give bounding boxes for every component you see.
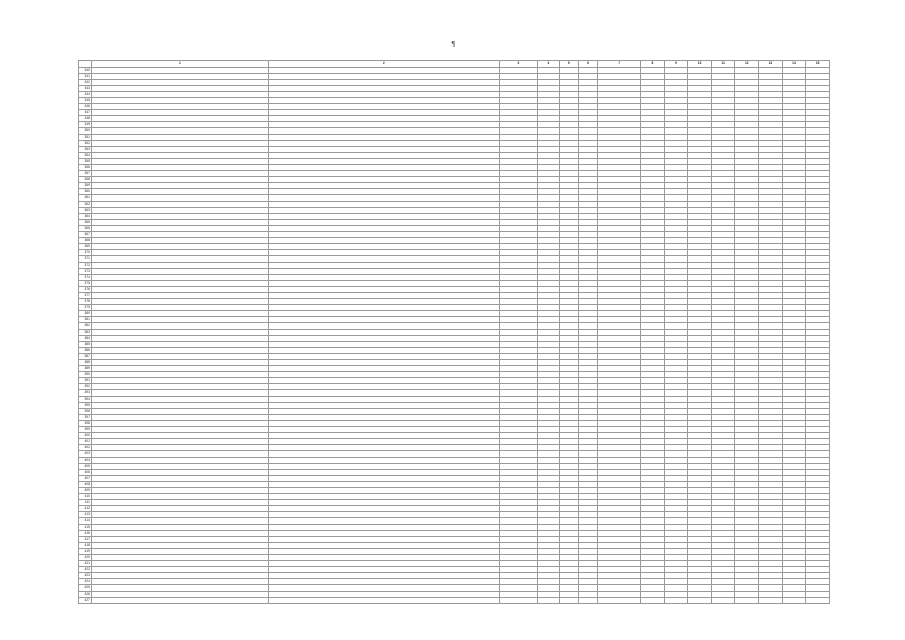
- value-cell: [499, 597, 538, 603]
- row-number: 350: [79, 128, 92, 134]
- row-number: 396: [79, 408, 92, 414]
- row-number: 360: [79, 189, 92, 195]
- row-number: 357: [79, 171, 92, 177]
- row-number: 391: [79, 378, 92, 384]
- row-number: 375: [79, 280, 92, 286]
- row-number: 381: [79, 317, 92, 323]
- row-number: 361: [79, 195, 92, 201]
- header-cell: 12: [735, 61, 759, 68]
- row-number: 348: [79, 116, 92, 122]
- row-number: 414: [79, 518, 92, 524]
- row-number: 390: [79, 372, 92, 378]
- row-number: 369: [79, 244, 92, 250]
- row-number: 408: [79, 481, 92, 487]
- row-number: 384: [79, 335, 92, 341]
- row-number: 349: [79, 122, 92, 128]
- value-cell: [759, 597, 783, 603]
- row-number: 387: [79, 353, 92, 359]
- row-number: 410: [79, 494, 92, 500]
- value-cell: [559, 597, 578, 603]
- value-cell: [538, 597, 559, 603]
- header-cell: 14: [782, 61, 806, 68]
- value-cell: [664, 597, 688, 603]
- row-number: 373: [79, 268, 92, 274]
- row-number: 394: [79, 396, 92, 402]
- value-cell: [641, 597, 665, 603]
- row-number: 397: [79, 414, 92, 420]
- header-cell: 7: [598, 61, 641, 68]
- table-body: [79, 67, 830, 603]
- row-number: 395: [79, 402, 92, 408]
- row-number: 419: [79, 548, 92, 554]
- row-number: 404: [79, 457, 92, 463]
- row-number: 344: [79, 91, 92, 97]
- row-number: 426: [79, 591, 92, 597]
- row-number: 358: [79, 177, 92, 183]
- row-number: 415: [79, 524, 92, 530]
- row-number: 385: [79, 341, 92, 347]
- row-number: 420: [79, 555, 92, 561]
- row-number: 383: [79, 329, 92, 335]
- row-number: 412: [79, 506, 92, 512]
- header-cell: 3: [499, 61, 538, 68]
- row-number: 398: [79, 420, 92, 426]
- row-number: 417: [79, 536, 92, 542]
- header-cell: 8: [641, 61, 665, 68]
- row-number: 389: [79, 366, 92, 372]
- work-type-cell: [268, 597, 499, 603]
- value-cell: [598, 597, 641, 603]
- row-number: 405: [79, 463, 92, 469]
- row-number: 409: [79, 487, 92, 493]
- paragraph-mark: ¶: [451, 40, 456, 48]
- row-number: 351: [79, 134, 92, 140]
- header-cell: 4: [538, 61, 559, 68]
- row-number: 346: [79, 104, 92, 110]
- header-cell: 1: [91, 61, 268, 68]
- row-number: 386: [79, 347, 92, 353]
- row-number: 425: [79, 585, 92, 591]
- row-number: 424: [79, 579, 92, 585]
- header-cell: 5: [559, 61, 578, 68]
- row-number: 427: [79, 597, 92, 603]
- address-cell: [91, 597, 268, 603]
- row-number: 402: [79, 445, 92, 451]
- row-number: 353: [79, 146, 92, 152]
- row-number: 378: [79, 299, 92, 305]
- row-number: 422: [79, 567, 92, 573]
- row-number: 379: [79, 305, 92, 311]
- row-number: 354: [79, 152, 92, 158]
- value-cell: [782, 597, 806, 603]
- row-number: 365: [79, 219, 92, 225]
- row-number: 347: [79, 110, 92, 116]
- row-number: 423: [79, 573, 92, 579]
- row-number: 355: [79, 158, 92, 164]
- row-number: 342: [79, 79, 92, 85]
- row-number: 356: [79, 165, 92, 171]
- value-cell: [806, 597, 830, 603]
- row-number: 340: [79, 67, 92, 73]
- value-cell: [578, 597, 597, 603]
- row-number: 364: [79, 213, 92, 219]
- row-number: 376: [79, 286, 92, 292]
- value-cell: [735, 597, 759, 603]
- data-table: [78, 60, 830, 604]
- row-number: 372: [79, 262, 92, 268]
- row-number: 367: [79, 232, 92, 238]
- row-number: 411: [79, 500, 92, 506]
- row-number: 345: [79, 97, 92, 103]
- table-row: [79, 597, 830, 603]
- row-number: 359: [79, 183, 92, 189]
- row-number: 377: [79, 292, 92, 298]
- header-cell: 13: [759, 61, 783, 68]
- row-number: 341: [79, 73, 92, 79]
- header-cell: 10: [688, 61, 712, 68]
- row-number: 368: [79, 238, 92, 244]
- row-number: 380: [79, 311, 92, 317]
- row-number: 421: [79, 561, 92, 567]
- value-cell: [688, 597, 712, 603]
- row-number: 418: [79, 542, 92, 548]
- row-number: 407: [79, 475, 92, 481]
- row-number: 399: [79, 427, 92, 433]
- value-cell: [711, 597, 735, 603]
- row-number: 401: [79, 439, 92, 445]
- row-number: 374: [79, 274, 92, 280]
- row-number: 406: [79, 469, 92, 475]
- row-number: 400: [79, 433, 92, 439]
- row-number: 362: [79, 201, 92, 207]
- row-number: 352: [79, 140, 92, 146]
- row-number: 392: [79, 384, 92, 390]
- row-number: 363: [79, 207, 92, 213]
- header-cell: 6: [578, 61, 597, 68]
- row-number: 413: [79, 512, 92, 518]
- header-cell: 9: [664, 61, 688, 68]
- row-number: 382: [79, 323, 92, 329]
- row-number: 403: [79, 451, 92, 457]
- header-cell: 11: [711, 61, 735, 68]
- header-cell: 15: [806, 61, 830, 68]
- row-number: 366: [79, 225, 92, 231]
- row-number: 370: [79, 250, 92, 256]
- row-number: 388: [79, 360, 92, 366]
- row-number: 343: [79, 85, 92, 91]
- row-number: 416: [79, 530, 92, 536]
- row-number: 393: [79, 390, 92, 396]
- header-cell: 2: [268, 61, 499, 68]
- row-number: 371: [79, 256, 92, 262]
